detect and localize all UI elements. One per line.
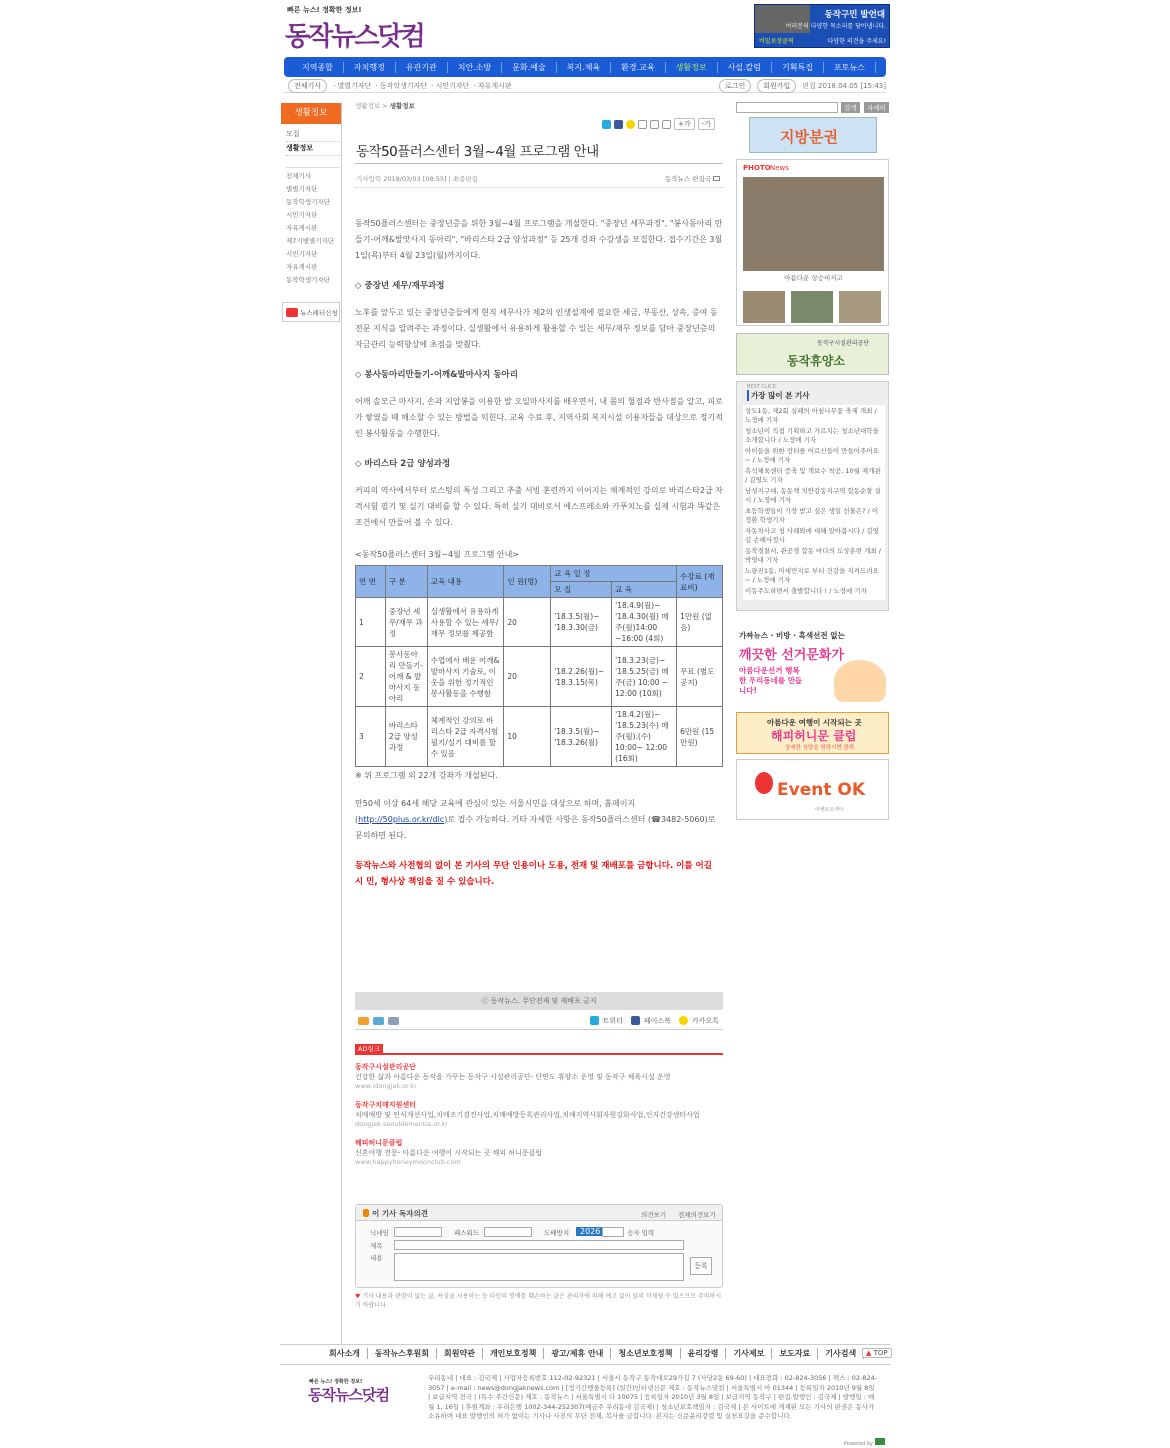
cell-fee: 무료 (별도공지) [677,647,723,707]
section-text-2: 어깨 솔모근 마사지, 손과 지압봉을 이용한 발 오일마사지를 배우면서, 내 몸의 혈점과 반사점을 알고, 피로가 쌓였을 때 해소할 수 있는 방법을 익힌다. 교육 수료 후, 지역사회 복지시설 이용자들을 대상으로 정기적인 봉사활동을 수행한다. [355,397,723,438]
article-title: 동작50플러스센터 3월~4월 프로그램 안내 [356,144,599,160]
homepage-link[interactable]: http://50plus.or.kr/dlc [358,815,445,824]
th-period: 교 육 일 정 [551,566,677,582]
site-logo[interactable]: 동작뉴스닷컴 [285,22,424,52]
left-menu-item[interactable]: 전체기사 [286,172,312,180]
facility-banner[interactable] [736,333,889,375]
footer-link[interactable]: 기사제보 [726,1348,772,1359]
event-sub: 이벤트오케이 [815,807,844,813]
facebook-icon[interactable] [631,1016,640,1025]
label-password: 패스워드 [454,1229,480,1237]
top-banner[interactable] [754,4,890,48]
election-line-3: 아름다운선거 행복한 우리동네를 만듭니다! [739,666,803,695]
nav-item[interactable]: 생활정보 [666,62,718,73]
ad-title[interactable]: 동작구치매지원센터 [355,1101,416,1109]
search-input[interactable] [736,102,838,113]
ad-item [355,1100,723,1128]
honey-line-2: 해피허니문 클럽 [771,729,857,743]
footer-link[interactable]: 기사검색 [818,1348,864,1359]
best-article-item[interactable]: 상도1동, 제2회 실패의 아침나무꽃 축제 개최 / 노정애 기자 [745,407,877,424]
table-row [356,707,723,767]
article-meta: 기사입력 2018/03/03 [08:55] | 최종편집 [356,175,478,183]
nav-item[interactable]: 포토뉴스 [824,62,876,73]
facebook-icon[interactable] [614,120,623,129]
left-menu-item[interactable]: 동작학생기자단 [286,276,330,284]
balloon-icon [755,772,773,794]
cell-cat: 중장년 세무/재무 과정 [385,598,427,647]
cell-edu: '18.4.2(월)~ '18.5.23(수) 매주(월).(수) 10:00~ 12:00 (16회) [612,707,677,767]
title-rule [355,163,723,164]
nav-item[interactable]: 기획특집 [772,62,824,73]
nickname-input[interactable] [394,1227,442,1237]
subnav-item[interactable]: · 별별기자단 [333,81,372,90]
search-button[interactable]: 검색 [841,102,860,113]
ad-list [355,1062,723,1176]
top-banner-left: 비밀보장클릭 [759,38,794,45]
cell-recruit: '18.2.26(월)~ '18.3.15(목) [551,647,612,707]
detail-search-button[interactable]: 자세히 [864,102,889,113]
cell-count: 20 [504,647,551,707]
top-banner-line: 여러분의 다양한 목소리를 담아냅니다. [785,23,886,30]
nav-item[interactable]: 자치행정 [344,62,396,73]
footer-rule-2 [280,1364,890,1365]
footer-link[interactable]: 청소년보호정책 [611,1348,680,1359]
edition-time: 편집 2018.04.05 [15:43] [802,81,886,90]
th-recruit: 모 집 [551,582,612,598]
cell-count: 10 [504,707,551,767]
top-button[interactable] [862,1348,892,1358]
best-label: BEST CLICK [747,384,776,390]
section-text-3: 커피의 역사에서부터 로스팅의 특성 그리고 추출 서빙 훈련까지 이어지는 체계적인 강의로 바리스타2급 자격시험 필기 및 실기 대비를 할 수 있다. 특히 실기 대비로서 에스프레소와 카푸치노를 실제 시험과 똑같은 조건에서 만들어 볼 수 있다. [355,486,723,527]
left-menu-item[interactable]: 시민기자단 [286,250,318,258]
comment-textarea[interactable] [394,1253,684,1281]
best-article-item[interactable]: 남성지구대, 동동책 치안감동지구역 합동순찰 실시 / 노정애 기자 [745,487,881,504]
honey-line-3: 상세한 상담을 원하시면 클릭 [785,745,855,751]
newsletter-banner[interactable] [282,302,340,322]
article-body [355,216,723,890]
share-twitter[interactable]: 트위터 [602,1016,623,1025]
ad-url[interactable]: dongjak.seouldementia.or.kr [355,1120,448,1128]
subnav-item[interactable]: · 시민기자단 [431,81,470,90]
mail-icon [286,308,298,317]
best-article-list [743,405,885,600]
ad-desc: 치매예방 및 인식개선사업,치매조기검진사업,치매예방등록관리사업,치매지역사회자원강화사업,인지건강센터사업 [355,1111,700,1119]
banner-line-1: 동작구시설관리공단 [817,340,870,347]
scrap-icon[interactable] [638,120,647,129]
photo-thumb-3[interactable] [839,291,881,323]
event-title: Event OK [777,780,865,800]
label-spam: 도배방지 [544,1229,570,1237]
th-fee: 수강료 (재료비) [677,566,723,598]
label-subject: 제목 [370,1242,383,1250]
ad-title[interactable]: 동작구시설관리공단 [355,1063,416,1071]
left-menu-item[interactable]: 시민기자단 [286,211,318,219]
subnav-item[interactable]: · 자유게시판 [473,81,512,90]
footer-logo[interactable]: 동작뉴스닷컴 [308,1386,389,1404]
left-section-header: 생활정보 [281,103,341,124]
ad-url[interactable]: www.happyhoneymoonclub.com [355,1158,461,1166]
subnav-item[interactable]: · 동작학생기자단 [375,81,428,90]
top-banner-right: 다양한 의견을 주세요! [827,38,886,45]
top-label: TOP [873,1349,888,1357]
cell-no: 2 [356,647,386,707]
left-sidebar [280,102,342,1344]
spam-input[interactable] [602,1227,624,1237]
cell-edu: '18.4.9(월)~ '18.4.30(월) 매주(월)14:00 ~16:00 (4회) [612,598,677,647]
photo-news-box [736,159,889,326]
election-banner[interactable] [736,620,896,706]
th-no: 연 번 [356,566,386,598]
photo-caption[interactable]: 아름다운 상승비지고 [784,274,843,282]
twitter-icon[interactable] [590,1016,599,1025]
footer-link[interactable]: 윤리강령 [681,1348,727,1359]
section-heading-2: ◇ 봉사동아리만들기-어깨&발마사지 동아리 [355,370,518,380]
footer-link[interactable]: 회원약관 [437,1348,483,1359]
cell-edu: '18.3.23(금)~ '18.5.25(금) 매주(금) 10:00 ~ 12:00 (10회) [612,647,677,707]
comment-title: 이 기사 독자의견 [372,1209,428,1218]
up-icon: ▲ [866,1349,872,1357]
kakao-icon[interactable] [626,120,635,129]
photo-news-label: News [770,164,789,172]
footer-link[interactable]: 회사소개 [322,1348,368,1359]
ad-item [355,1062,723,1090]
powered-by [844,1438,885,1447]
apply-info-b: )로 접수 가능하다. 기타 자세한 사항은 동작50플러스센터 (☎3482-5060)로 문의하면 된다. [355,815,716,840]
copyright-warning: 동작뉴스와 사전협의 없이 본 기사의 무단 인용이나 도용, 전재 및 재배포를 금합니다. 이를 어길 시 민, 형사상 책임을 질 수 있습니다. [355,861,712,887]
nav-item[interactable]: 복지.체육 [557,62,611,73]
ad-title[interactable]: 해피허니문클럽 [355,1139,403,1147]
mail-icon [713,176,720,181]
left-menu-item[interactable]: 별별기자단 [286,185,318,193]
provider-logo [875,1438,885,1445]
cell-cat: 봉사동아리 만들기- 어깨 & 발마사지 동아리 [385,647,427,707]
site-tagline: 빠른 뉴스! 정확한 정보! [287,6,362,14]
best-article-item[interactable]: 자동차사고 청 사례와에 대해 알아봅시다 / 김영길 손해사정사 [745,527,879,544]
info-icon: ♥ [355,1293,361,1300]
banner-title: 지방분권 [780,128,838,146]
kakao-icon[interactable] [679,1016,688,1025]
submit-comment-button[interactable]: 등록 [690,1257,712,1275]
th-category: 구 분 [385,566,427,598]
cell-recruit: '18.3.5(월)~ '18.3.30(금) [551,598,612,647]
home-icon[interactable] [358,1017,369,1025]
article-intro: 동작50플러스센터는 중장년층을 위한 3월~4월 프로그램을 개설한다. "중장년 세무과정", "봉사동아리 만들기-어깨&발맛사지 동아리", "바리스타 2급 양성과정" 등 25개 강좌 수강생을 모집한다. 접수기간은 3월 1일(목)부터 4월 23일(월)까지이다. [355,219,723,260]
cell-recruit: '18.3.5(월)~ '18.3.26(월) [551,707,612,767]
photo-main[interactable] [743,177,884,271]
cell-content: 체계적인 강의로 바리스타 2급 자격시험 필기/실기 대비를 할 수 있음 [427,707,504,767]
join-button[interactable]: 회원가입 [757,79,796,93]
cell-no: 3 [356,707,386,767]
ad-desc: 신혼여행 전문- 아름다운 여행이 시작되는 곳 해피 허니문클럽 [355,1149,543,1157]
honey-line-1: 아름다운 여행이 시작되는 곳 [767,718,862,727]
share-bar [355,1012,723,1030]
best-article-item[interactable]: 이동주도하면서 출발합니다 ! / 노정애 기자 [745,587,867,595]
subject-input[interactable] [394,1240,684,1250]
reporter-name: 동작뉴스 편집국 [665,175,712,183]
left-menu-item[interactable]: 모집 [286,128,340,142]
table-row [356,647,723,707]
left-menu [286,128,340,156]
ad-tag: AD링크 [355,1044,383,1053]
breadcrumb-current: 생활정보 [389,102,415,110]
footer-link[interactable]: 광고/제휴 안내 [544,1348,611,1359]
nav-item[interactable]: 지역종합 [292,62,344,73]
print-icon[interactable] [388,1017,399,1025]
cell-no: 1 [356,598,386,647]
best-article-item[interactable]: 흑석체육센터 증축 및 개보수 착공, 10월 재개관 / 김영도 기자 [745,467,881,484]
ad-rule [355,1053,723,1055]
cell-content: 수업에서 배운 어깨&발마사지 기술로, 이웃을 위한 정기적인 봉사활동을 수행함 [427,647,504,707]
cell-content: 실생활에서 유용하게 사용할 수 있는 세무/재무 정보를 제공함 [427,598,504,647]
best-article-item[interactable]: 아이들을 위한 장터를 어르신들이 만들어주어요 ~ / 노정애 기자 [745,447,879,464]
election-line-1: 가짜뉴스 · 비방 · 흑색선전 없는 [739,631,845,640]
newsletter-label: 뉴스레터신청 [300,308,338,317]
cell-fee: 1만원 (없음) [677,598,723,647]
footer-link[interactable]: 동작뉴스후원회 [368,1348,437,1359]
program-table [355,565,723,767]
email-icon[interactable] [662,120,671,129]
comment-box [355,1204,723,1288]
password-input[interactable] [484,1227,532,1237]
th-count: 인 원(명) [504,566,551,598]
tab-write-comment[interactable]: 의견쓰기 [641,1211,667,1219]
tab-all-comments[interactable]: 전체의견보기 [678,1211,716,1219]
table-caption: <동작50플러스센터 3월~4월 프로그램 안내> [355,550,520,559]
left-menu-item[interactable]: 생활정보 [286,142,340,156]
cell-cat: 바리스타 2급 양성 과정 [385,707,427,767]
photo-thumb-1[interactable] [743,291,785,323]
apply-info [355,796,723,844]
footer-link[interactable]: 보도자료 [772,1348,818,1359]
print-icon[interactable] [650,120,659,129]
cell-count: 20 [504,598,551,647]
election-line-2: 깨끗한 선거문화가 [739,648,844,663]
comment-notice [355,1292,723,1310]
login-button[interactable]: 로그인 [719,79,751,93]
best-articles-box [736,381,889,611]
copyright-bar: ⓒ 동작뉴스. 무단전재 및 재배포 금지 [355,992,723,1010]
footer-tagline: 빠른 뉴스! 정확한 정보! [309,1379,363,1385]
mail-icon[interactable] [373,1017,384,1025]
label-nickname: 닉네임 [370,1229,389,1237]
article-reporter[interactable] [665,174,720,183]
nav-item[interactable]: 문화.예술 [502,62,556,73]
cell-fee: 6만원 (15만원) [677,707,723,767]
event-ok-banner[interactable] [736,759,889,820]
banner-line-2: 동작휴양소 [787,354,845,368]
meta-rule [355,187,723,188]
font-bigger-button[interactable]: +가 [674,118,695,130]
subnav-all-articles[interactable]: 전체기사 [288,79,327,93]
local-autonomy-banner[interactable] [749,117,877,153]
share-kakao[interactable]: 카카오톡 [691,1016,719,1025]
ad-url[interactable]: www.idongjak.or.kr [355,1082,417,1090]
footer-rule [280,1344,890,1345]
breadcrumb-parent[interactable]: 생활정보 > [355,102,390,110]
honeymoon-banner[interactable] [736,712,889,754]
best-title: 가장 많이 본 기사 [747,390,810,401]
powered-label: Powered by [844,1441,873,1447]
th-content: 교육 내용 [427,566,504,598]
footer-info: 우리동네 | 대표 : 김국제 | 사업자등록번호 112-02-92321 | 서울시 동작구 동작대로29가길 7 (사당2동 69-60) | 대표전화 : 02-824-3056 | 팩스 : 02-824-3057 | e-mail : news@dongjaknews.com | [정기간행물등록] (일간)인터넷신문 제호 : 동작뉴스닷컴 | 서울특별시 아 01344 | 등록일자 2010년 9월 8일 | 보급지역 전국 | (특수 주간신문) 제호 : 동작뉴스 | 서울특별시 다 10075 | 등록일자 2010년 3월 8일 | 보급지역 동작구 | 편집.발행인 : 김국제 | 발행일 : 매월 1, 16일 | 후원계좌 : 우리은행 1002-344-252307(예금주 우리동네 김국제) | 청소년보호책임자 : 김국제 | 본 사이트에 게재된 모든 기사의 판권은 동사가 소유하며 대표 발행인의 허가 없이는 기사나 사진의 무단 전재, 복사를 금합니다. 본지는 신문윤리강령 및 실천요강을 준수합니다. [428,1374,878,1420]
ad-desc: 건강한 삶과 아름다운 동작을 가꾸는 동작구 시설관리공단- 단면도 휴양소 운영 및 동작구 체육시설 운영 [355,1073,671,1081]
nav-item[interactable]: 환경.교육 [611,62,665,73]
spam-code: 2026 [576,1227,604,1236]
nav-item[interactable]: 사설.칼럼 [718,62,772,73]
left-menu-item[interactable]: 자유게시판 [286,263,318,271]
font-smaller-button[interactable]: -가 [698,118,715,130]
sub-nav [284,79,886,93]
top-banner-title: 동작구민 발언대 [824,10,885,20]
table-row [356,598,723,647]
left-menu-item[interactable]: 동작학생기자단 [286,198,330,206]
comment-icon [363,1209,369,1217]
section-heading-1: ◇ 중장년 세무/재무과정 [355,281,445,291]
spam-hint: 숫자 입력 [627,1229,655,1237]
comment-notice-text: 기사 내용과 관련이 없는 글, 욕설을 사용하는 등 타인의 명예를 훼손하는 글은 관리자에 의해 예고 없이 임의 삭제될 수 있으므로 주의하시기 바랍니다. [355,1293,722,1309]
section-text-1: 노후를 앞두고 있는 중장년층들에게 현직 세무사가 제2의 인생설계에 필요한 세금, 부동산, 상속, 증여 등 전문 지식을 알려주는 과정이다. 실생활에서 유용하게 활용할 수 있는 세무/재무 정보를 담아 중장년층의 자금관리 능력향상에 초점을 맞췄다. [355,308,718,349]
best-article-item[interactable]: 초등학생들이 가장 받고 싶은 생일 선물은? / 이정환 학생기자 [745,507,879,524]
table-note: ※ 위 프로그램 외 22개 강좌가 개설된다. [355,771,498,780]
left-menu-2 [286,167,340,287]
breadcrumb [355,101,415,110]
nav-item[interactable]: 유관기관 [396,62,448,73]
best-article-item[interactable]: 노량진1동, 미세먼지로 부터 건강을 지켜드려요~ / 노정애 기자 [745,567,879,584]
nav-item[interactable]: 치안.소방 [448,62,502,73]
kids-illustration [834,660,886,702]
footer-links [322,1348,864,1359]
twitter-icon[interactable] [602,120,611,129]
share-facebook[interactable]: 페이스북 [643,1016,671,1025]
photo-label: PHOTO [743,164,771,172]
apply-info-a: 만50세 이상 64세 해당 교육에 관심이 있는 서울시민을 대상으로 하며, 홈페이지( [355,799,636,824]
best-article-item[interactable]: 동작경찰서, 관공경 합동 마다의 도상훈련 개최 / 박영대 기자 [745,547,881,564]
left-menu-item[interactable]: 제7기별별기자단 [286,237,335,245]
main-nav [284,57,886,77]
ad-item [355,1138,723,1166]
photo-thumb-2[interactable] [791,291,833,323]
best-article-item[interactable]: 청소년이 직접 기획하고 가르치는 청소년대학을 소개합니다 / 노정애 기자 [745,427,879,444]
th-edu: 교 육 [612,582,677,598]
left-menu-item[interactable]: 자유게시판 [286,224,318,232]
footer-link[interactable]: 개인보호정책 [483,1348,544,1359]
section-heading-3: ◇ 바리스타 2급 양성과정 [355,459,451,469]
label-body: 내용 [370,1254,383,1262]
article-tools [602,118,715,130]
